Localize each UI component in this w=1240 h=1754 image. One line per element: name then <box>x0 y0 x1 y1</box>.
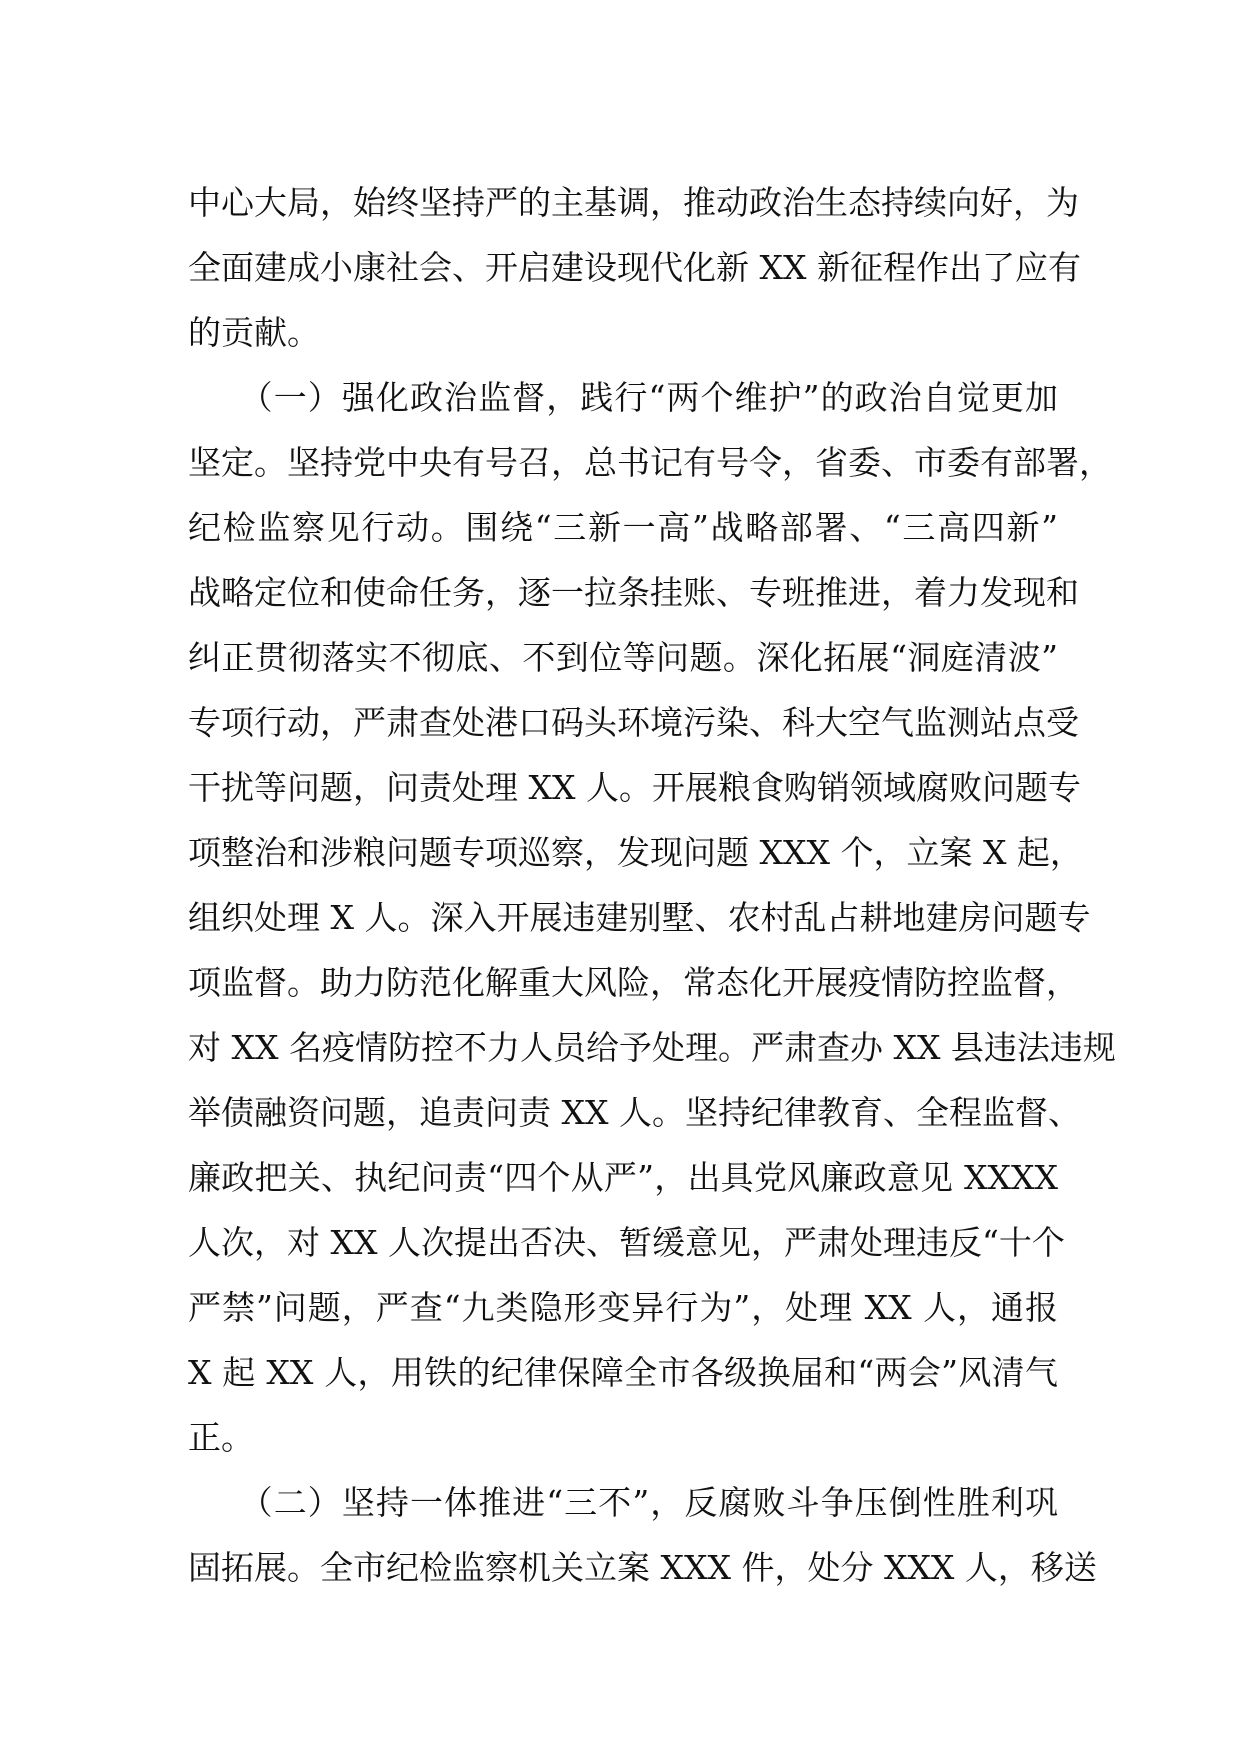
document-body <box>188 170 1116 1600</box>
text-line: 干扰等问题，问责处理 XX 人。开展粮食购销领域腐败问题专 <box>188 768 1081 807</box>
text-line: 纪检监察见行动。围绕“三新一高”战略部署、“三高四新” <box>188 508 1058 547</box>
text-line: 项监督。助力防范化解重大风险，常态化开展疫情防控监督， <box>188 963 1079 1002</box>
text-line: 人次，对 XX 人次提出否决、暂缓意见，严肃处理违反“十个 <box>188 1223 1065 1262</box>
text-line: 战略定位和使命任务，逐一拉条挂账、专班推进，着力发现和 <box>188 573 1079 612</box>
text-line: 中心大局，始终坚持严的主基调，推动政治生态持续向好，为 <box>188 183 1079 222</box>
text-line: 正。 <box>188 1418 254 1457</box>
text-line: 纠正贯彻落实不彻底、不到位等问题。深化拓展“洞庭清波” <box>188 638 1058 677</box>
text-line: X 起 XX 人，用铁的纪律保障全市各级换届和“两会”风清气 <box>188 1353 1058 1392</box>
text-line: （二）坚持一体推进“三不”，反腐败斗争压倒性胜利巩 <box>188 1483 1058 1522</box>
text-line: 专项行动，严肃查处港口码头环境污染、科大空气监测站点受 <box>188 703 1079 742</box>
text-line: 严禁”问题，严查“九类隐形变异行为”，处理 XX 人，通报 <box>188 1288 1058 1327</box>
text-line: 全面建成小康社会、开启建设现代化新 XX 新征程作出了应有 <box>188 248 1081 287</box>
text-line: 举债融资问题，追责问责 XX 人。坚持纪律教育、全程监督、 <box>188 1093 1081 1132</box>
text-line: （一）强化政治监督，践行“两个维护”的政治自觉更加 <box>188 378 1058 417</box>
text-line: 廉政把关、执纪问责“四个从严”，出具党风廉政意见 XXXX <box>188 1158 1058 1197</box>
text-line: 对 XX 名疫情防控不力人员给予处理。严肃查办 XX 县违法违规 <box>188 1028 1116 1067</box>
text-line: 坚定。坚持党中央有号召，总书记有号令，省委、市委有部署， <box>188 443 1112 482</box>
text-line: 的贡献。 <box>188 313 320 352</box>
text-line: 项整治和涉粮问题专项巡察，发现问题 XXX 个，立案 X 起， <box>188 833 1083 872</box>
text-line: 固拓展。全市纪检监察机关立案 XXX 件，处分 XXX 人，移送 <box>188 1548 1097 1587</box>
text-line: 组织处理 X 人。深入开展违建别墅、农村乱占耕地建房问题专 <box>188 898 1091 937</box>
